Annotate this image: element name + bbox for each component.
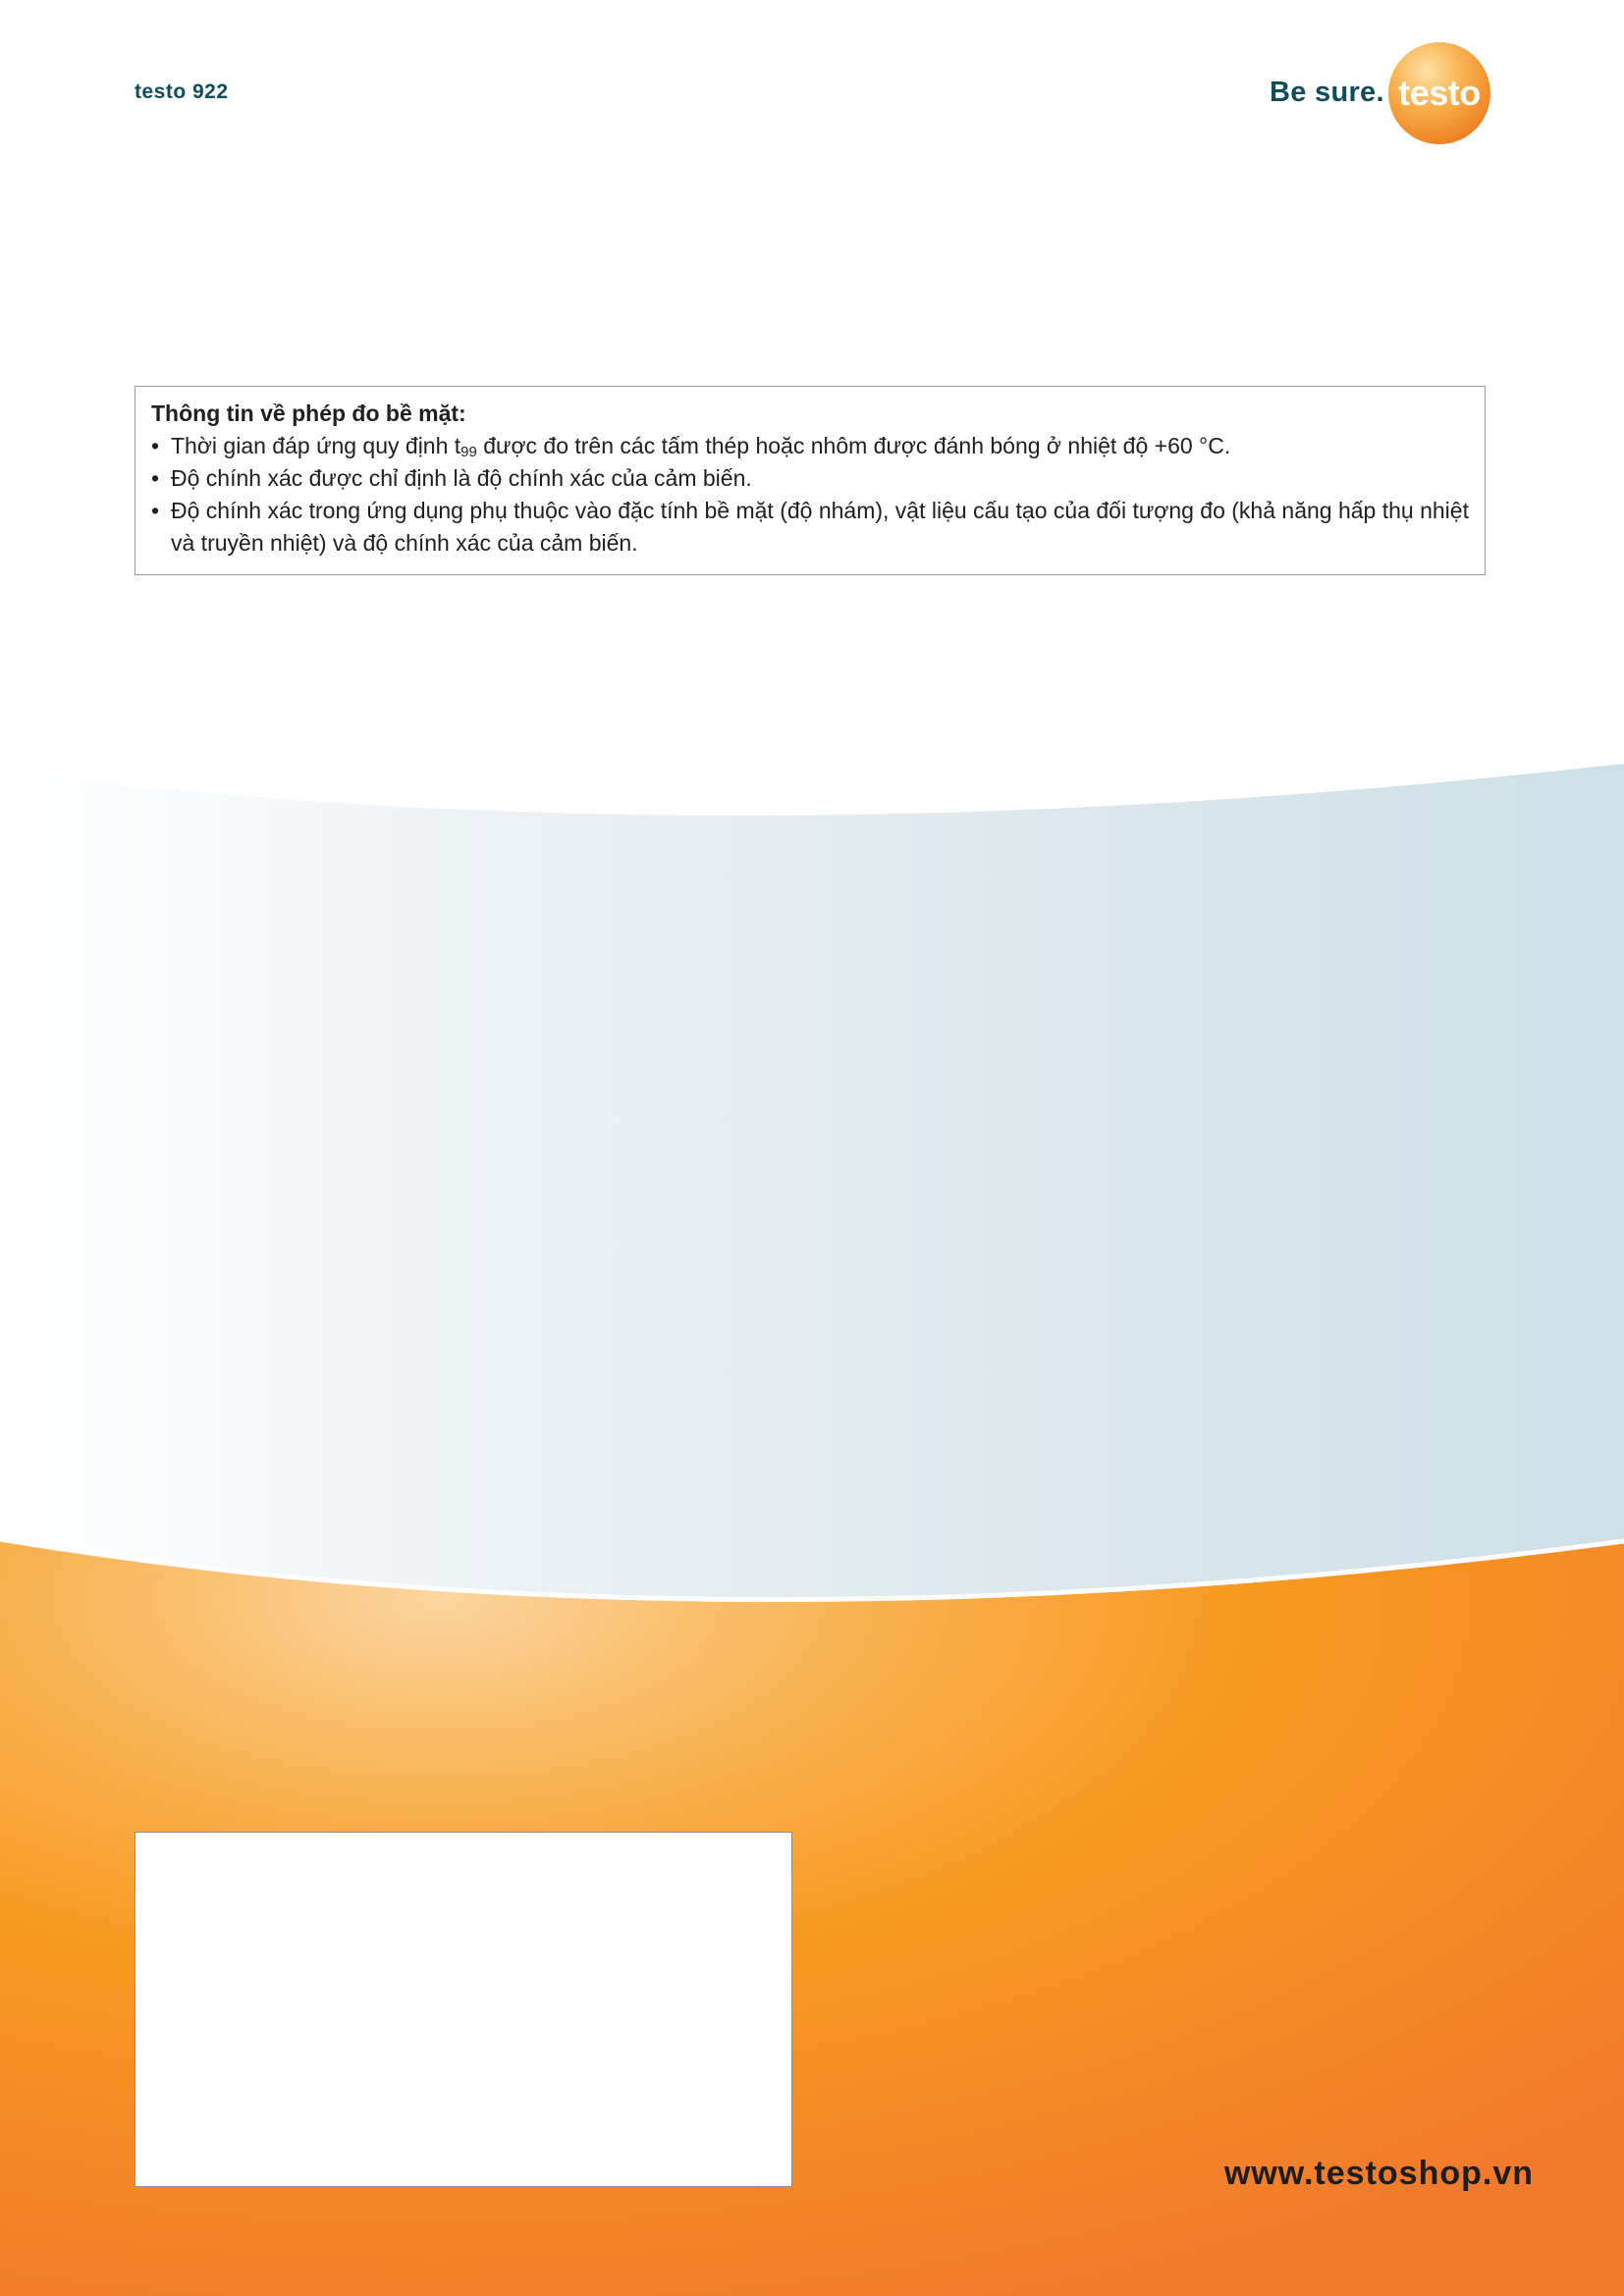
info-item-response-time: • Thời gian đáp ứng quy định $t_{99}$ được đo trên các tấm thép hoặc nhôm được đánh bóng ở nhiệt độ +60 °C. <box>151 430 1469 462</box>
logo-text: testo <box>1398 73 1481 113</box>
info-item-application-accuracy: • Độ chính xác trong ứng dụng phụ thuộc vào đặc tính bề mặt (độ nhám), vật liệu cấu tạo của đối tượng đo (khả năng hấp thụ nhiệt và truyền nhiệt) và độ chính xác của cảm biến. <box>151 495 1469 560</box>
testo-logo-ball <box>1388 42 1490 144</box>
info-list <box>151 430 1469 560</box>
website-url[interactable]: www.testoshop.vn <box>1223 2155 1534 2192</box>
address-box <box>135 1832 792 2187</box>
blue-wave <box>0 764 1624 1600</box>
surface-measurement-info-box <box>135 386 1486 575</box>
subscript-99: 99 <box>460 444 477 460</box>
info-item-accuracy: • Độ chính xác được chỉ định là độ chính xác của cảm biến. <box>151 462 1469 495</box>
brand-logo <box>1267 39 1492 152</box>
info-box-title: Thông tin về phép đo bề mặt: <box>151 400 466 426</box>
product-model: testo 922 <box>135 80 229 103</box>
brand-slogan: Be sure. <box>1270 77 1384 108</box>
